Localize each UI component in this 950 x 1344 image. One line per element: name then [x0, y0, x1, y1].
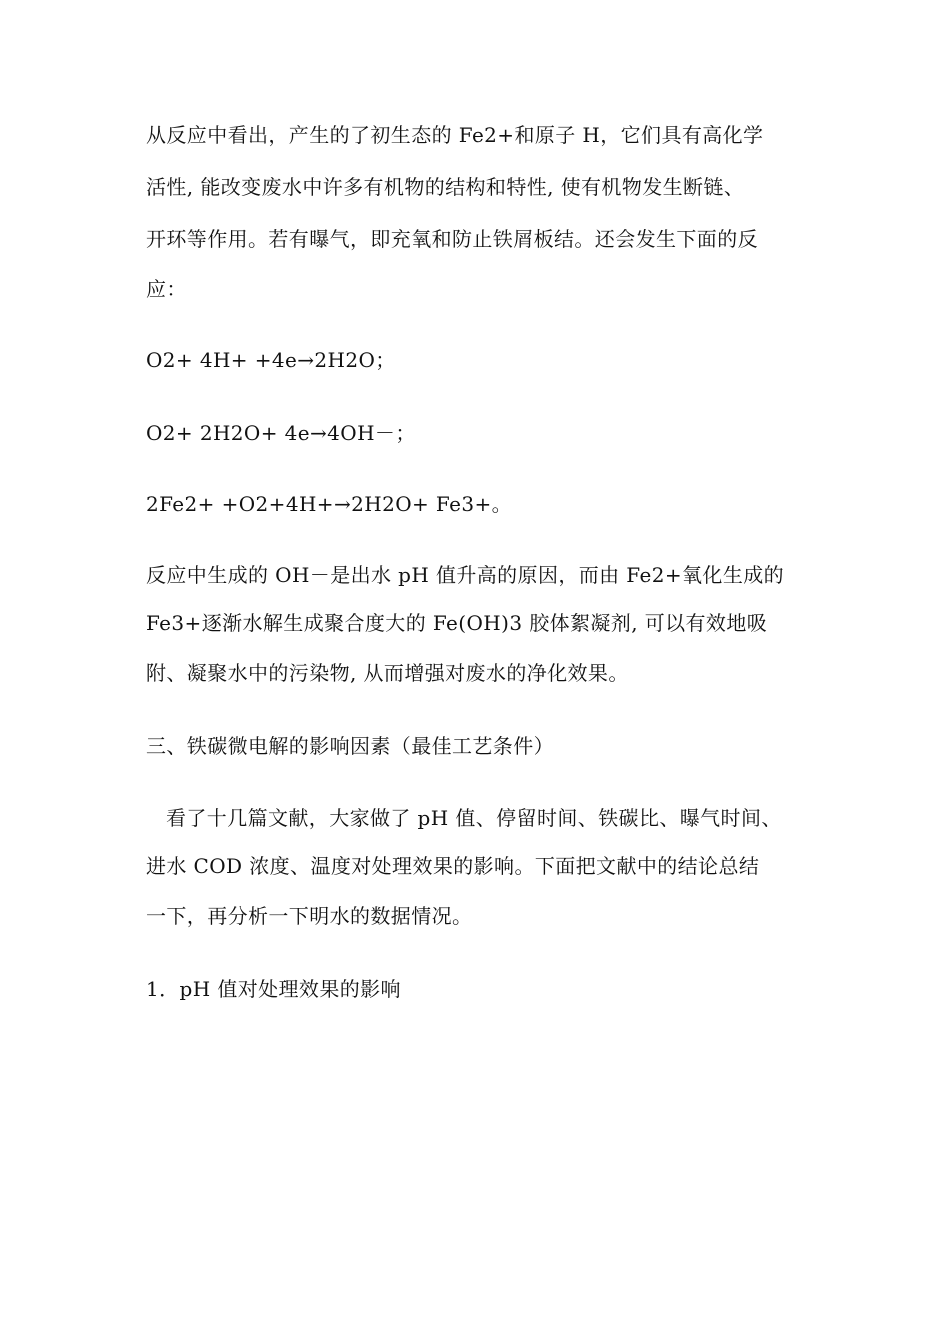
section-heading: 三、铁碳微电解的影响因素（最佳工艺条件） [146, 734, 554, 758]
paragraph-line: 进水 COD 浓度、温度对处理效果的影响。下面把文献中的结论总结 [146, 854, 760, 878]
equation-line: O2+ 4H+ +4e→2H2O； [146, 348, 396, 372]
paragraph-line: 活性, 能改变废水中许多有机物的结构和特性, 使有机物发生断链、 [146, 175, 745, 199]
paragraph-line: 开环等作用。若有曝气，即充氧和防止铁屑板结。还会发生下面的反 [146, 227, 758, 251]
equation-line: O2+ 2H2O+ 4e→4OH－； [146, 421, 416, 445]
paragraph-line: 附、凝聚水中的污染物, 从而增强对废水的净化效果。 [146, 661, 629, 685]
paragraph-line: 反应中生成的 OH－是出水 pH 值升高的原因，而由 Fe2+氧化生成的 [146, 563, 785, 587]
paragraph-line: 看了十几篇文献，大家做了 pH 值、停留时间、铁碳比、曝气时间、 [166, 806, 782, 830]
equation-line: 2Fe2+ +O2+4H+→2H2O+ Fe3+。 [146, 492, 513, 516]
paragraph-line: 一下，再分析一下明水的数据情况。 [146, 904, 473, 928]
paragraph-line: 从反应中看出，产生的了初生态的 Fe2+和原子 H，它们具有高化学 [146, 123, 764, 147]
paragraph-line: Fe3+逐渐水解生成聚合度大的 Fe(OH)3 胶体絮凝剂, 可以有效地吸 [146, 611, 768, 635]
subheading: 1．pH 值对处理效果的影响 [146, 977, 401, 1001]
paragraph-line: 应： [146, 277, 187, 301]
